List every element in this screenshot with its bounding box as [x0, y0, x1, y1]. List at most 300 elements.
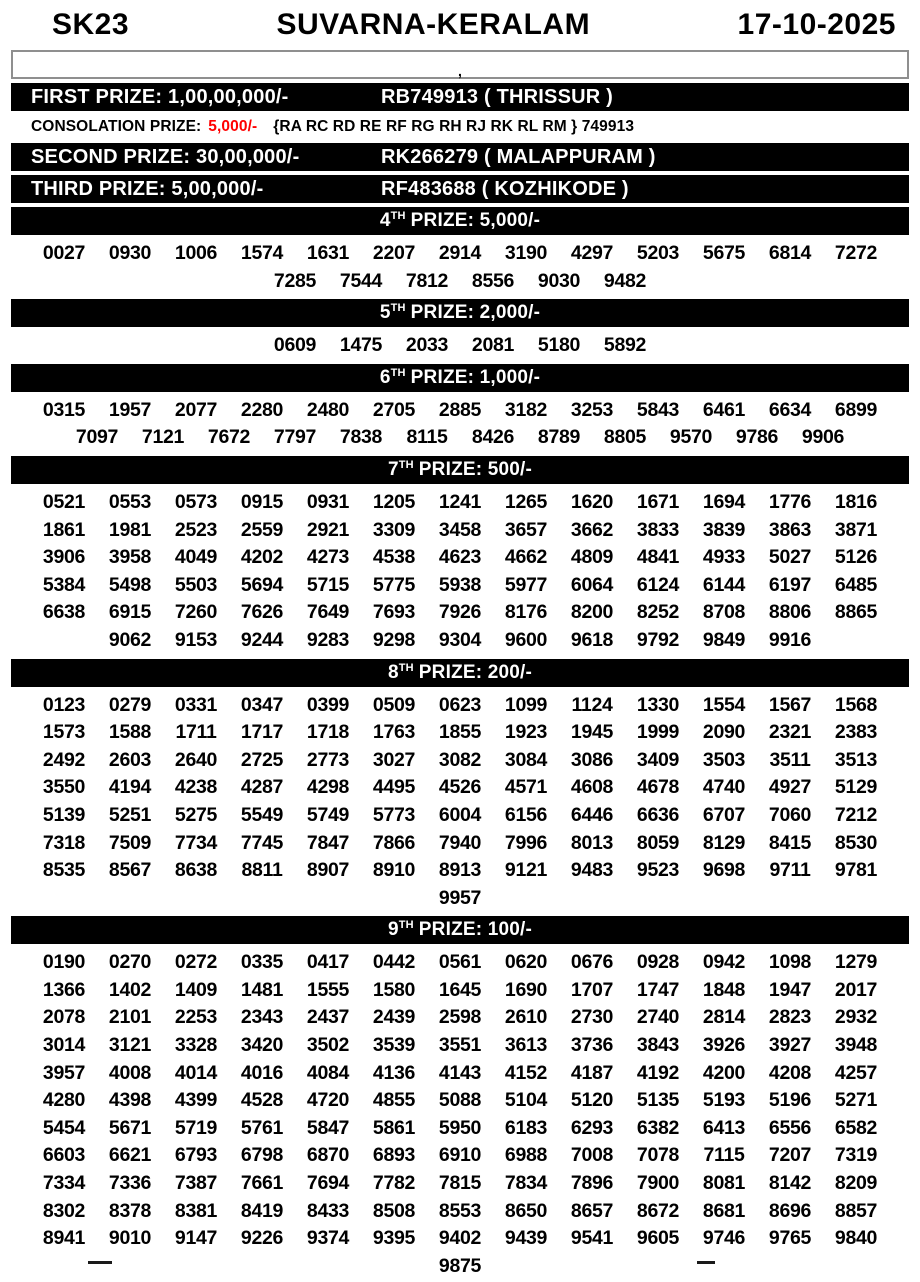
prize-number: 9482 — [603, 269, 647, 292]
prize-number: 5549 — [240, 803, 284, 826]
prize-number: 1241 — [438, 490, 482, 513]
prize-number: 4200 — [702, 1061, 746, 1084]
prize-number: 3839 — [702, 518, 746, 541]
prize-number: 9849 — [702, 628, 746, 651]
prize-number: 5120 — [570, 1089, 614, 1112]
prize-number: 7008 — [570, 1144, 614, 1167]
prize-number: 5104 — [504, 1089, 548, 1112]
prize-number: 8302 — [42, 1199, 86, 1222]
prize-6-numbers — [30, 396, 890, 454]
prize-number: 4273 — [306, 546, 350, 569]
prize-number: 6124 — [636, 573, 680, 596]
prize-number: 5027 — [768, 546, 812, 569]
prize-number: 3871 — [834, 518, 878, 541]
prize-number: 8200 — [570, 601, 614, 624]
prize-number: 3833 — [636, 518, 680, 541]
prize-number: 5139 — [42, 803, 86, 826]
prize-number: 4257 — [834, 1061, 878, 1084]
prize-number: 1006 — [174, 242, 218, 264]
prize-number: 2740 — [636, 1006, 680, 1029]
prize-number: 9786 — [735, 426, 779, 449]
prize-number: 8657 — [570, 1199, 614, 1222]
prize-number: 7121 — [141, 426, 185, 449]
prize-number: 3662 — [570, 518, 614, 541]
prize-number: 7834 — [504, 1172, 548, 1195]
prize-number: 2492 — [42, 748, 86, 771]
prize-number: 7078 — [636, 1144, 680, 1167]
prize-number: 8865 — [834, 601, 878, 624]
prize-number: 0399 — [306, 693, 350, 716]
prize-number: 0190 — [42, 951, 86, 974]
prize-number: 1711 — [175, 721, 217, 744]
prize-number: 6197 — [768, 573, 812, 596]
prize-number: 8415 — [768, 831, 812, 854]
prize-number: 8567 — [108, 859, 152, 882]
prize-number: 8696 — [768, 1199, 812, 1222]
prize-number: 5203 — [636, 242, 680, 264]
prize-number: 1555 — [306, 978, 350, 1001]
prize-number: 1567 — [768, 693, 812, 716]
prize-9-ordinal: 9 — [387, 919, 399, 941]
prize-4-ordinal-suffix: TH — [390, 210, 406, 222]
prize-number: 8081 — [702, 1172, 746, 1195]
prize-number: 2921 — [306, 518, 350, 541]
prize-number: 0623 — [438, 693, 482, 716]
prize-number: 5761 — [240, 1116, 284, 1139]
clipped-next-row — [0, 1258, 920, 1264]
prize-number: 5749 — [306, 803, 350, 826]
prize-number: 4202 — [240, 546, 284, 569]
prize-number: 9916 — [768, 628, 812, 651]
prize-number: 2640 — [174, 748, 218, 771]
prize-number: 9781 — [834, 859, 878, 882]
prize-number: 4809 — [570, 546, 614, 569]
prize-number: 1923 — [504, 721, 548, 744]
prize-number: 3014 — [42, 1034, 86, 1057]
prize-number: 8553 — [438, 1199, 482, 1222]
second-prize-label: SECOND PRIZE: 30,00,000/- — [31, 145, 300, 168]
prize-number: 6621 — [108, 1144, 152, 1167]
prize-number: 5715 — [306, 573, 350, 596]
prize-number: 8433 — [306, 1199, 350, 1222]
prize-number: 3309 — [372, 518, 416, 541]
prize-number: 9541 — [570, 1227, 614, 1250]
prize-8-header — [11, 659, 909, 687]
prize-number: 5938 — [438, 573, 482, 596]
prize-number: 8115 — [406, 426, 448, 449]
prize-number: 3409 — [636, 748, 680, 771]
prize-number: 2321 — [768, 721, 812, 744]
prize-7-ordinal: 7 — [387, 458, 399, 480]
prize-number: 8378 — [108, 1199, 152, 1222]
draw-code: SK23 — [52, 8, 130, 41]
prize-number: 8252 — [636, 601, 680, 624]
prize-number: 5135 — [636, 1089, 680, 1112]
prize-number: 7661 — [240, 1172, 284, 1195]
prize-number: 6556 — [768, 1116, 812, 1139]
prize-number: 6638 — [42, 601, 86, 624]
prize-9-header — [11, 916, 909, 944]
prize-number: 2730 — [570, 1006, 614, 1029]
prize-number: 0417 — [306, 951, 350, 974]
prize-number: 4152 — [504, 1061, 548, 1084]
prize-number: 1947 — [768, 978, 812, 1001]
prize-number: 3927 — [768, 1034, 812, 1057]
prize-number: 4280 — [42, 1089, 86, 1112]
prize-number: 3420 — [240, 1034, 284, 1057]
prize-6-amount: PRIZE: 1,000/- — [410, 366, 541, 388]
prize-number: 1848 — [702, 978, 746, 1001]
draw-date: 17-10-2025 — [737, 8, 896, 41]
prize-number: 7509 — [108, 831, 152, 854]
prize-number: 8811 — [241, 859, 283, 882]
prize-number: 8059 — [636, 831, 680, 854]
prize-number: 0573 — [174, 490, 218, 513]
prize-number: 1690 — [504, 978, 548, 1001]
prize-number: 5977 — [504, 573, 548, 596]
prize-number: 8209 — [834, 1172, 878, 1195]
prize-number: 8650 — [504, 1199, 548, 1222]
first-prize-ticket: RB749913 ( THRISSUR ) — [381, 85, 614, 108]
prize-number: 7838 — [339, 426, 383, 449]
prize-number: 9957 — [438, 886, 482, 909]
prize-number: 4143 — [438, 1061, 482, 1084]
prize-number: 6183 — [504, 1116, 548, 1139]
prize-number: 6707 — [702, 803, 746, 826]
prize-number: 7866 — [372, 831, 416, 854]
prize-number: 4084 — [306, 1061, 350, 1084]
prize-number: 8672 — [636, 1199, 680, 1222]
prize-number: 6485 — [834, 573, 878, 596]
prize-number: 0442 — [372, 951, 416, 974]
prize-number: 5847 — [306, 1116, 350, 1139]
prize-number: 3511 — [769, 748, 811, 771]
prize-number: 1945 — [570, 721, 614, 744]
prize-number: 0553 — [108, 490, 152, 513]
prize-number: 3613 — [504, 1034, 548, 1057]
prize-number: 3086 — [570, 748, 614, 771]
prize-number: 8508 — [372, 1199, 416, 1222]
first-prize-bar — [11, 83, 909, 111]
prize-number: 3958 — [108, 546, 152, 569]
prize-number: 9570 — [669, 426, 713, 449]
prize-number: 2033 — [405, 334, 449, 357]
prize-number: 7900 — [636, 1172, 680, 1195]
prize-number: 5193 — [702, 1089, 746, 1112]
prize-number: 7285 — [273, 269, 317, 292]
prize-number: 2610 — [504, 1006, 548, 1029]
prize-number: 1671 — [636, 490, 680, 513]
prize-number: 4608 — [570, 776, 614, 799]
second-prize-bar — [11, 143, 909, 171]
prize-number: 5775 — [372, 573, 416, 596]
prize-number: 9374 — [306, 1227, 350, 1250]
prize-number: 1574 — [240, 242, 284, 264]
prize-number: 4008 — [108, 1061, 152, 1084]
prize-number: 1330 — [636, 693, 680, 716]
prize-number: 4399 — [174, 1089, 218, 1112]
prize-number: 5126 — [834, 546, 878, 569]
prize-number: 3843 — [636, 1034, 680, 1057]
prize-8-numbers — [30, 691, 890, 915]
prize-number: 6382 — [636, 1116, 680, 1139]
prize-number: 1816 — [834, 490, 878, 513]
prize-number: 8419 — [240, 1199, 284, 1222]
prize-number: 4136 — [372, 1061, 416, 1084]
prize-number: 2559 — [240, 518, 284, 541]
prize-number: 1099 — [504, 693, 548, 716]
prize-number: 8556 — [471, 269, 515, 292]
prize-number: 2343 — [240, 1006, 284, 1029]
prize-7-numbers — [30, 488, 890, 657]
prize-number: 1481 — [240, 978, 284, 1001]
prize-number: 0620 — [504, 951, 548, 974]
prize-4-amount: PRIZE: 5,000/- — [410, 210, 541, 231]
prize-number: 7996 — [504, 831, 548, 854]
prize-number: 4398 — [108, 1089, 152, 1112]
prize-7-header — [11, 456, 909, 484]
prize-number: 6636 — [636, 803, 680, 826]
prize-number: 1861 — [42, 518, 86, 541]
prize-number: 3027 — [372, 748, 416, 771]
prize-number: 7334 — [42, 1172, 86, 1195]
prize-number: 9600 — [504, 628, 548, 651]
consolation-row — [11, 115, 909, 139]
prize-9-ordinal-suffix: TH — [398, 919, 414, 932]
prize-number: 3082 — [438, 748, 482, 771]
prize-number: 2101 — [108, 1006, 152, 1029]
prize-number: 1631 — [306, 242, 350, 264]
prize-number: 6870 — [306, 1144, 350, 1167]
prize-number: 0123 — [42, 693, 86, 716]
prize-number: 8638 — [174, 859, 218, 882]
prize-number: 9147 — [174, 1227, 218, 1250]
prize-number: 9304 — [438, 628, 482, 651]
prize-number: 6603 — [42, 1144, 86, 1167]
prize-number: 7694 — [306, 1172, 350, 1195]
prize-number: 9523 — [636, 859, 680, 882]
prize-number: 4192 — [636, 1061, 680, 1084]
prize-number: 4740 — [702, 776, 746, 799]
prize-number: 0609 — [273, 334, 317, 357]
prize-9-numbers — [30, 948, 890, 1282]
prize-number: 1620 — [570, 490, 614, 513]
prize-number: 7097 — [75, 426, 119, 449]
title-bar — [0, 0, 920, 48]
prize-number: 4528 — [240, 1089, 284, 1112]
prize-number: 3657 — [504, 518, 548, 541]
prize-number: 4287 — [240, 776, 284, 799]
prize-number: 9439 — [504, 1227, 548, 1250]
prize-number: 2823 — [768, 1006, 812, 1029]
prize-7-amount: PRIZE: 500/- — [418, 458, 533, 480]
prize-number: 9906 — [801, 426, 845, 449]
prize-number: 2523 — [174, 518, 218, 541]
prize-number: 9010 — [108, 1227, 152, 1250]
prize-number: 3550 — [42, 776, 86, 799]
prize-number: 6793 — [174, 1144, 218, 1167]
prize-number: 5251 — [108, 803, 152, 826]
prize-number: 9605 — [636, 1227, 680, 1250]
prize-number: 1981 — [108, 518, 152, 541]
prize-number: 9402 — [438, 1227, 482, 1250]
prize-number: 0928 — [636, 951, 680, 974]
prize-number: 4623 — [438, 546, 482, 569]
prize-number: 1124 — [571, 693, 613, 716]
prize-number: 2081 — [471, 334, 515, 357]
prize-number: 1098 — [768, 951, 812, 974]
prize-number: 1645 — [438, 978, 482, 1001]
prize-number: 8142 — [768, 1172, 812, 1195]
prize-number: 7926 — [438, 601, 482, 624]
prize-number: 5719 — [174, 1116, 218, 1139]
prize-number: 9483 — [570, 859, 614, 882]
prize-number: 7060 — [768, 803, 812, 826]
prize-number: 4933 — [702, 546, 746, 569]
prize-number: 7336 — [108, 1172, 152, 1195]
prize-number: 1409 — [174, 978, 218, 1001]
prize-number: 4238 — [174, 776, 218, 799]
prize-number: 7693 — [372, 601, 416, 624]
prize-number: 9244 — [240, 628, 284, 651]
first-prize-label: FIRST PRIZE: 1,00,00,000/- — [31, 85, 289, 108]
prize-number: 2885 — [438, 398, 482, 421]
prize-number: 0279 — [108, 693, 152, 716]
prize-number: 7626 — [240, 601, 284, 624]
prize-number: 8789 — [537, 426, 581, 449]
prize-number: 9153 — [174, 628, 218, 651]
prize-number: 5843 — [636, 398, 680, 421]
prize-number: 2598 — [438, 1006, 482, 1029]
prize-number: 1957 — [108, 398, 152, 421]
prize-number: 5196 — [768, 1089, 812, 1112]
prize-number: 9030 — [537, 269, 581, 292]
prize-number: 7260 — [174, 601, 218, 624]
prize-number: 5671 — [108, 1116, 152, 1139]
prize-number: 7797 — [273, 426, 317, 449]
prize-7-ordinal-suffix: TH — [398, 458, 414, 471]
prize-number: 7272 — [834, 242, 878, 264]
prize-5-header — [11, 299, 909, 327]
prize-number: 9298 — [372, 628, 416, 651]
prize-number: 8530 — [834, 831, 878, 854]
note-box-mark: , — [458, 63, 462, 79]
prize-number: 1717 — [240, 721, 284, 744]
prize-number: 2705 — [372, 398, 416, 421]
prize-number: 5271 — [834, 1089, 878, 1112]
prize-number: 8708 — [702, 601, 746, 624]
prize-number: 1568 — [834, 693, 878, 716]
prize-number: 1205 — [372, 490, 416, 513]
consolation-label: CONSOLATION PRIZE: — [31, 118, 202, 135]
prize-number: 5675 — [702, 242, 746, 264]
prize-number: 6064 — [570, 573, 614, 596]
prize-number: 7672 — [207, 426, 251, 449]
prize-number: 2725 — [240, 748, 284, 771]
prize-number: 2207 — [372, 242, 416, 264]
prize-number: 3182 — [504, 398, 548, 421]
prize-number: 0315 — [42, 398, 86, 421]
prize-number: 0509 — [372, 693, 416, 716]
prize-number: 8907 — [306, 859, 350, 882]
prize-number: 2773 — [306, 748, 350, 771]
prize-number: 7318 — [42, 831, 86, 854]
prize-number: 5275 — [174, 803, 218, 826]
prize-number: 7387 — [174, 1172, 218, 1195]
prize-number: 6004 — [438, 803, 482, 826]
prize-number: 2439 — [372, 1006, 416, 1029]
prize-number: 0331 — [174, 693, 218, 716]
prize-number: 5950 — [438, 1116, 482, 1139]
prize-number: 0676 — [570, 951, 614, 974]
prize-number: 2383 — [834, 721, 878, 744]
prize-number: 1855 — [438, 721, 482, 744]
prize-number: 3513 — [834, 748, 878, 771]
prize-number: 6634 — [768, 398, 812, 421]
prize-number: 0942 — [702, 951, 746, 974]
third-prize-bar — [11, 175, 909, 203]
prize-number: 9395 — [372, 1227, 416, 1250]
prize-number: 1573 — [42, 721, 86, 744]
prize-number: 2480 — [306, 398, 350, 421]
prize-number: 9792 — [636, 628, 680, 651]
prize-4-numbers — [30, 239, 890, 297]
prize-number: 7782 — [372, 1172, 416, 1195]
prize-number: 3121 — [108, 1034, 152, 1057]
prize-number: 1265 — [504, 490, 548, 513]
prize-number: 1694 — [702, 490, 746, 513]
prize-number: 5180 — [537, 334, 581, 357]
prize-number: 3328 — [174, 1034, 218, 1057]
prize-number: 0272 — [174, 951, 218, 974]
prize-number: 6582 — [834, 1116, 878, 1139]
prize-number: 0270 — [108, 951, 152, 974]
prize-number: 4678 — [636, 776, 680, 799]
prize-number: 6156 — [504, 803, 548, 826]
prize-6-ordinal-suffix: TH — [390, 366, 406, 379]
prize-number: 7815 — [438, 1172, 482, 1195]
prize-number: 1475 — [339, 334, 383, 357]
prize-number: 4016 — [240, 1061, 284, 1084]
consolation-series: {RA RC RD RE RF RG RH RJ RK RL RM } 749913 — [273, 118, 635, 135]
prize-number: 1580 — [372, 978, 416, 1001]
prize-number: 7115 — [703, 1144, 745, 1167]
prize-5-ordinal: 5 — [379, 302, 391, 324]
prize-8-amount: PRIZE: 200/- — [418, 661, 533, 683]
prize-6-ordinal: 6 — [379, 366, 391, 388]
prize-number: 6798 — [240, 1144, 284, 1167]
prize-number: 4927 — [768, 776, 812, 799]
prize-number: 4298 — [306, 776, 350, 799]
prize-number: 8129 — [702, 831, 746, 854]
prize-number: 8805 — [603, 426, 647, 449]
prize-number: 1776 — [768, 490, 812, 513]
prize-4-header — [11, 207, 909, 235]
prize-number: 0561 — [438, 951, 482, 974]
prize-number: 3863 — [768, 518, 812, 541]
prize-5-numbers — [30, 331, 890, 362]
prize-number: 7734 — [174, 831, 218, 854]
prize-number: 6910 — [438, 1144, 482, 1167]
prize-number: 1999 — [636, 721, 680, 744]
prize-5-amount: PRIZE: 2,000/- — [410, 302, 541, 324]
prize-number: 3948 — [834, 1034, 878, 1057]
prize-8-ordinal-suffix: TH — [398, 661, 414, 674]
prize-number: 3503 — [702, 748, 746, 771]
empty-note-box — [11, 50, 909, 79]
prize-number: 9765 — [768, 1227, 812, 1250]
prize-number: 3906 — [42, 546, 86, 569]
